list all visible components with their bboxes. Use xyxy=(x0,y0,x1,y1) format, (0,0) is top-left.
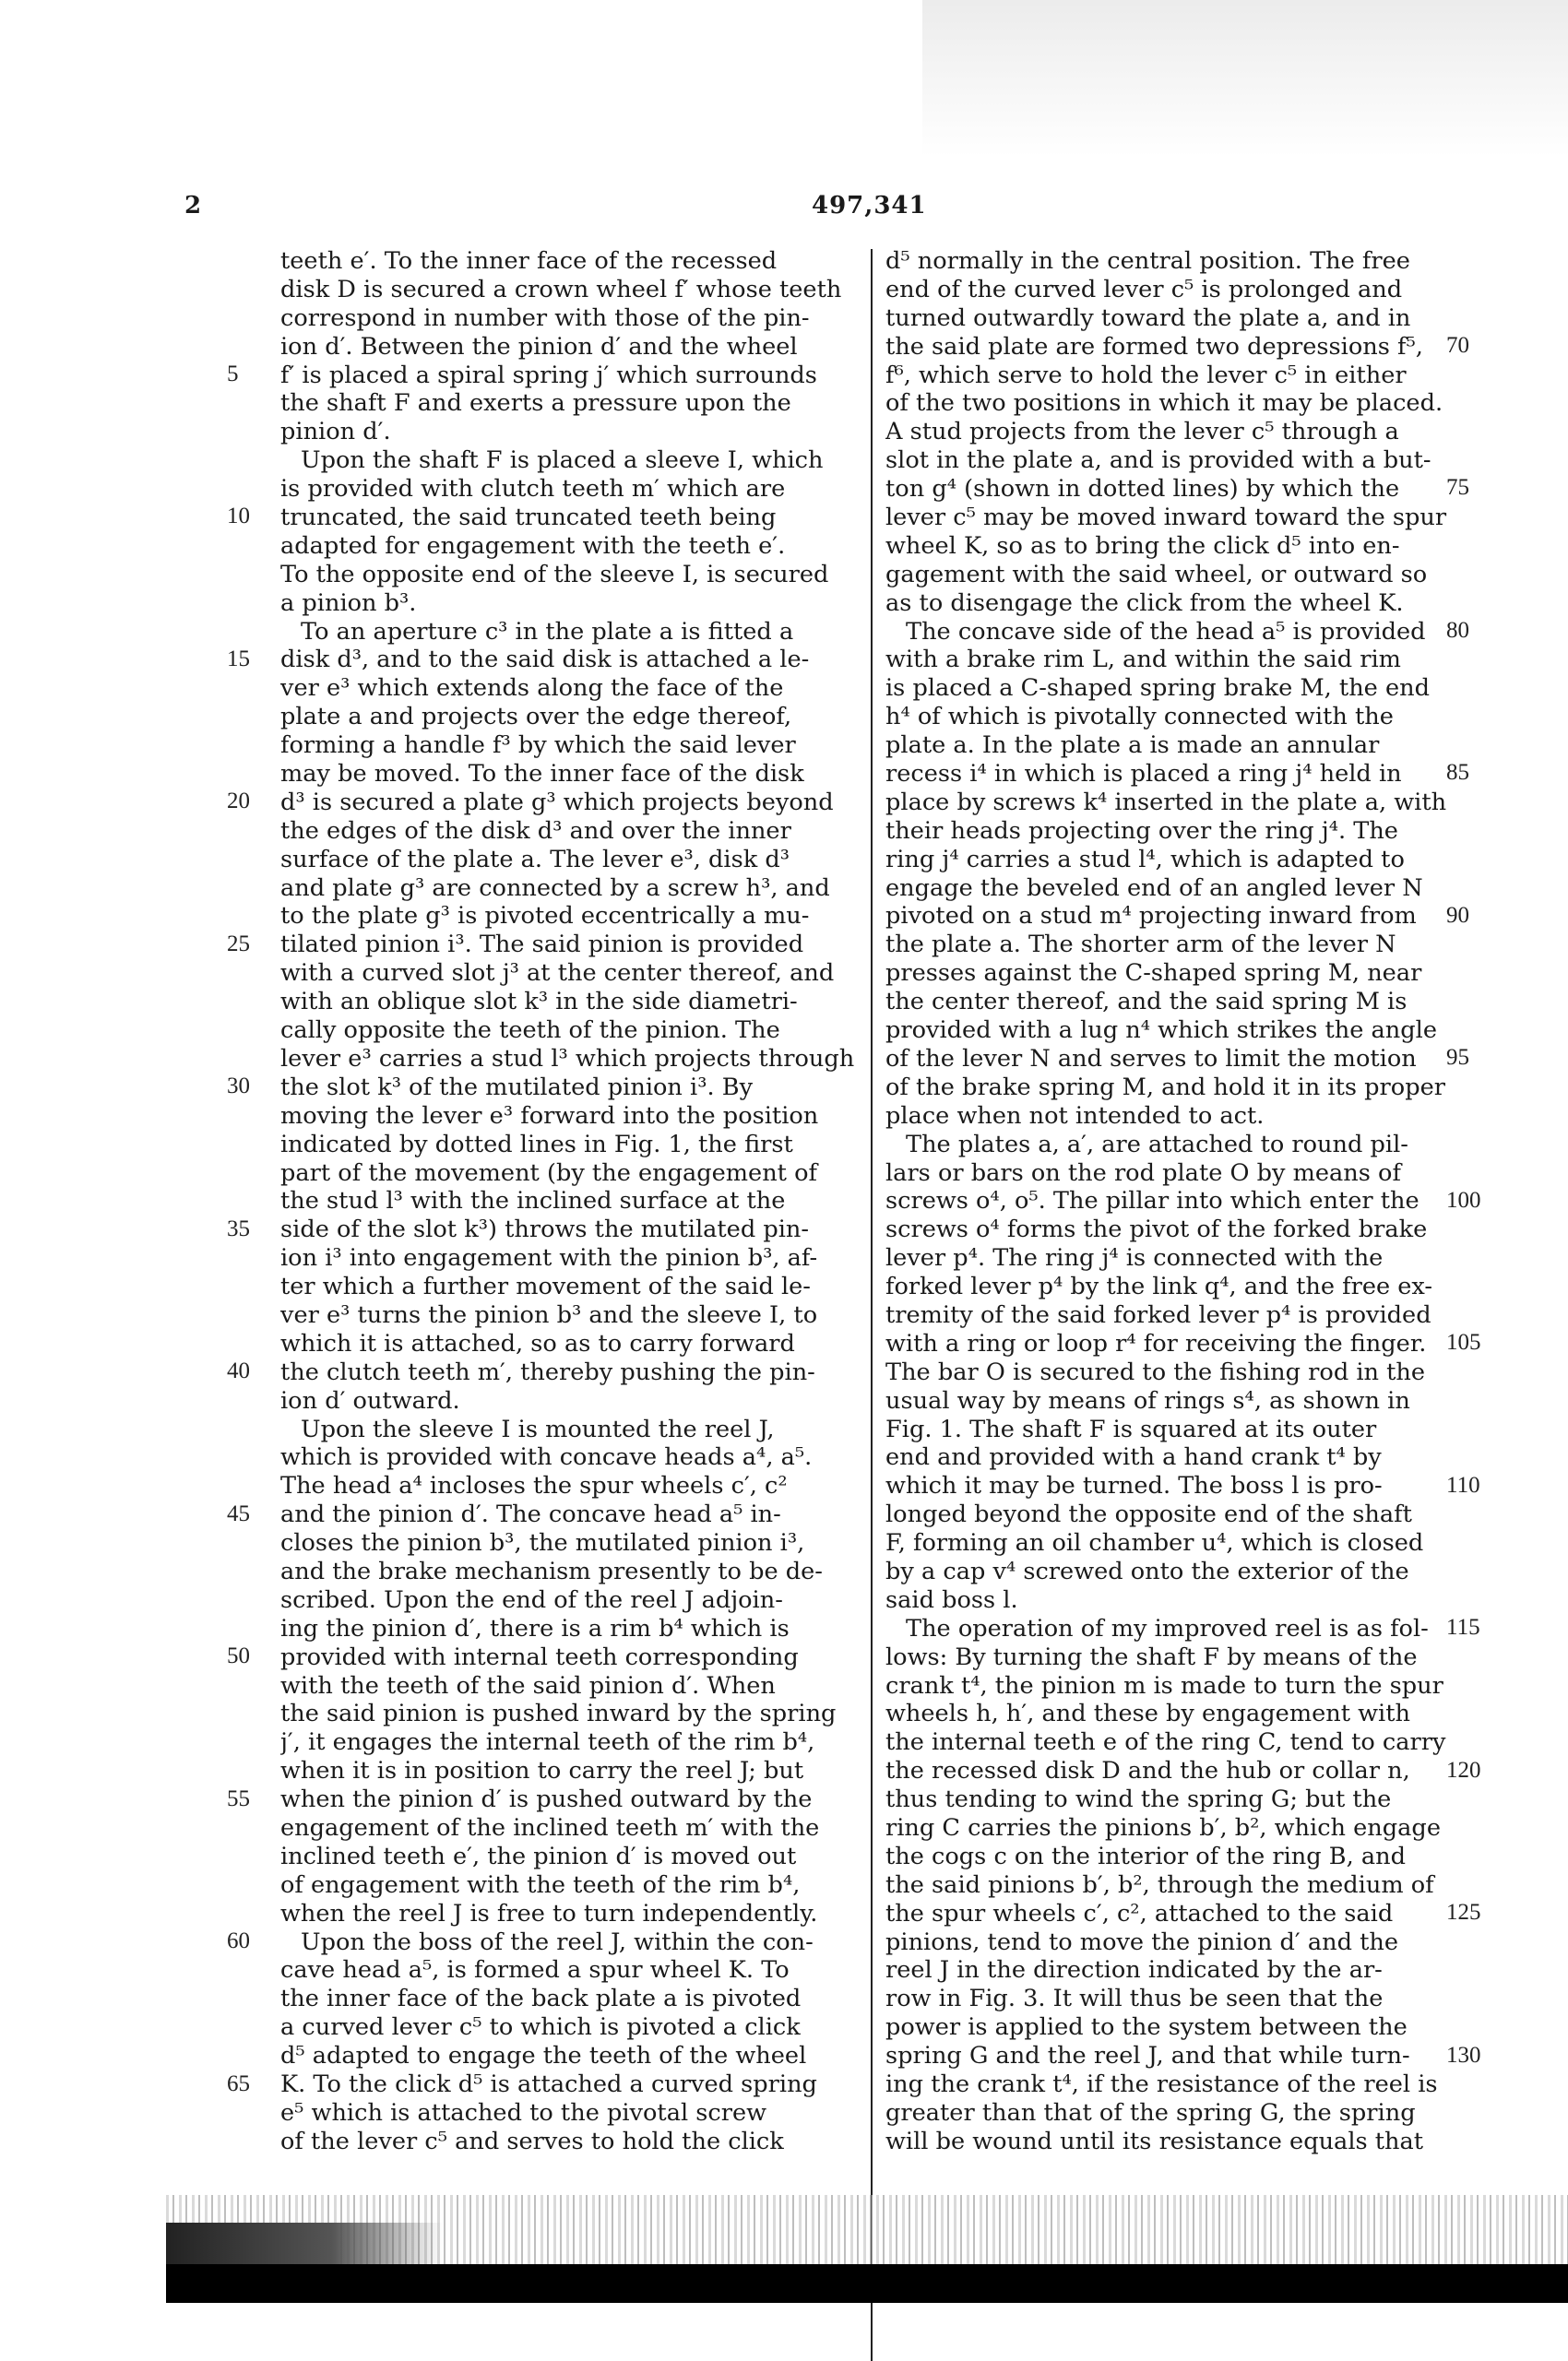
text-line: adapted for engagement with the teeth e′. xyxy=(280,531,786,560)
text-line: the inner face of the back plate a is pivoted xyxy=(280,1985,802,2013)
text-line: power is applied to the system between the xyxy=(885,2013,1408,2042)
line-number: 115 xyxy=(1446,1615,1480,1641)
text-line: d³ is secured a plate g³ which projects beyond xyxy=(280,788,834,816)
text-line: pinions, tend to move the pinion d′ and the xyxy=(885,1928,1399,1956)
line-number: 45 xyxy=(227,1501,250,1526)
text-line: A stud projects from the lever c⁵ through a xyxy=(885,418,1399,446)
text-line: the plate a. The shorter arm of the lever N xyxy=(885,931,1396,959)
line-number: 70 xyxy=(1446,332,1469,358)
text-line: the stud l³ with the inclined surface at the xyxy=(280,1187,786,1216)
text-line: j′, it engages the internal teeth of the rim b⁴, xyxy=(280,1728,815,1757)
text-line: ton g⁴ (shown in dotted lines) by which the xyxy=(885,475,1400,504)
line-number: 50 xyxy=(227,1643,250,1669)
text-line: and the brake mechanism presently to be de- xyxy=(280,1557,823,1585)
text-line: closes the pinion b³, the mutilated pinion i³, xyxy=(280,1529,805,1558)
text-line: thus tending to wind the spring G; but the xyxy=(885,1786,1392,1814)
text-line: moving the lever e³ forward into the position xyxy=(280,1101,819,1130)
text-line: is provided with clutch teeth m′ which are xyxy=(280,475,786,504)
text-line: of the lever N and serves to limit the motion xyxy=(885,1044,1417,1073)
text-line: part of the movement (by the engagement of xyxy=(280,1158,817,1187)
text-line: of engagement with the teeth of the rim b⁴, xyxy=(280,1870,801,1899)
text-line: The head a⁴ incloses the spur wheels c′, c² xyxy=(280,1472,788,1501)
text-line: slot in the plate a, and is provided with a but- xyxy=(885,446,1431,475)
line-number: 35 xyxy=(227,1216,250,1241)
text-line: provided with internal teeth corresponding xyxy=(280,1643,799,1671)
text-line: disk D is secured a crown wheel f′ whose teeth xyxy=(280,275,842,303)
line-number: 105 xyxy=(1446,1330,1481,1356)
text-line: engage the beveled end of an angled lever N xyxy=(885,873,1423,902)
text-line: ring C carries the pinions b′, b², which engage xyxy=(885,1813,1441,1842)
text-line: of the two positions in which it may be placed. xyxy=(885,389,1443,418)
text-line: The plates a, a′, are attached to round pil- xyxy=(906,1130,1408,1158)
text-line: ring j⁴ carries a stud l⁴, which is adapted to xyxy=(885,845,1405,873)
line-number: 30 xyxy=(227,1074,250,1099)
text-line: greater than that of the spring G, the spring xyxy=(885,2098,1416,2127)
text-line: The concave side of the head a⁵ is provided xyxy=(906,617,1426,646)
text-line: when the reel J is free to turn independently. xyxy=(280,1899,818,1928)
text-line: ing the crank t⁴, if the resistance of the reel is xyxy=(885,2070,1438,2098)
line-number: 75 xyxy=(1446,475,1469,501)
text-line: lever c⁵ may be moved inward toward the spur xyxy=(885,504,1447,532)
text-line: the cogs c on the interior of the ring B, and xyxy=(885,1842,1406,1870)
text-line: the shaft F and exerts a pressure upon the xyxy=(280,389,791,418)
text-line: with a curved slot j³ at the center thereof, and xyxy=(280,959,835,988)
text-line: the internal teeth e of the ring C, tend to carry xyxy=(885,1728,1446,1757)
text-line: will be wound until its resistance equals that xyxy=(885,2127,1424,2155)
line-number: 125 xyxy=(1446,1900,1481,1926)
line-number: 80 xyxy=(1446,617,1469,643)
text-line: F, forming an oil chamber u⁴, which is closed xyxy=(885,1529,1424,1558)
text-line: the said pinion is pushed inward by the spring xyxy=(280,1700,837,1728)
text-line: the edges of the disk d³ and over the inner xyxy=(280,816,791,845)
text-line: tremity of the said forked lever p⁴ is provided xyxy=(885,1300,1431,1329)
text-line: The operation of my improved reel is as fol- xyxy=(906,1614,1429,1643)
column-divider xyxy=(871,249,873,2361)
text-line: which is provided with concave heads a⁴, a⁵. xyxy=(280,1443,813,1472)
line-number: 15 xyxy=(227,646,250,671)
text-line: by a cap v⁴ screwed onto the exterior of the xyxy=(885,1557,1409,1585)
text-line: with an oblique slot k³ in the side diametri- xyxy=(280,988,798,1016)
text-line: To an aperture c³ in the plate a is fitted a xyxy=(301,617,794,646)
text-line: place when not intended to act. xyxy=(885,1101,1265,1130)
line-number: 55 xyxy=(227,1786,250,1811)
text-line: when the pinion d′ is pushed outward by the xyxy=(280,1786,813,1814)
text-line: ver e³ which extends along the face of the xyxy=(280,674,784,703)
line-number: 10 xyxy=(227,504,250,529)
text-line: The bar O is secured to the fishing rod in the xyxy=(885,1358,1426,1386)
text-line: forming a handle f³ by which the said lever xyxy=(280,731,796,760)
text-line: f⁶, which serve to hold the lever c⁵ in either xyxy=(885,361,1407,389)
text-line: usual way by means of rings s⁴, as shown in xyxy=(885,1386,1410,1415)
page-number: 2 xyxy=(184,192,202,219)
line-number: 110 xyxy=(1446,1472,1480,1498)
text-line: and the pinion d′. The concave head a⁵ in- xyxy=(280,1501,781,1529)
text-line: correspond in number with those of the pin- xyxy=(280,303,810,332)
text-line: row in Fig. 3. It will thus be seen that the xyxy=(885,1985,1384,2013)
text-line: said boss l. xyxy=(885,1585,1018,1614)
text-line: ver e³ turns the pinion b³ and the sleeve I, to xyxy=(280,1300,818,1329)
scan-artifact-dark xyxy=(166,2223,443,2269)
text-line: the slot k³ of the mutilated pinion i³. By xyxy=(280,1073,754,1101)
text-line: To the opposite end of the sleeve I, is secured xyxy=(280,560,829,588)
text-line: is placed a C-shaped spring brake M, the end xyxy=(885,674,1430,703)
text-line: d⁵ normally in the central position. The free xyxy=(885,247,1410,275)
text-line: lows: By turning the shaft F by means of the xyxy=(885,1643,1418,1671)
text-line: lars or bars on the rod plate O by means of xyxy=(885,1158,1401,1187)
line-number: 120 xyxy=(1446,1757,1481,1783)
scan-artifact-band xyxy=(166,2264,1568,2303)
text-line: pinion d′. xyxy=(280,418,391,446)
line-number: 90 xyxy=(1446,902,1469,928)
text-line: end and provided with a hand crank t⁴ by xyxy=(885,1443,1382,1472)
text-line: ion d′. Between the pinion d′ and the wheel xyxy=(280,332,798,361)
text-line: lever p⁴. The ring j⁴ is connected with the xyxy=(885,1244,1384,1273)
text-line: provided with a lug n⁴ which strikes the angle xyxy=(885,1016,1437,1045)
text-line: and plate g³ are connected by a screw h³, and xyxy=(280,873,830,902)
text-line: place by screws k⁴ inserted in the plate a, with xyxy=(885,788,1447,816)
text-line: the said plate are formed two depressions f⁵, xyxy=(885,332,1423,361)
line-number: 85 xyxy=(1446,760,1469,786)
text-line: Upon the shaft F is placed a sleeve I, which xyxy=(301,446,824,475)
text-line: a pinion b³. xyxy=(280,588,417,617)
text-line: surface of the plate a. The lever e³, disk d³ xyxy=(280,845,790,873)
text-line: crank t⁴, the pinion m is made to turn the spur xyxy=(885,1671,1443,1700)
text-line: when it is in position to carry the reel J; but xyxy=(280,1757,804,1786)
text-line: gagement with the said wheel, or outward so xyxy=(885,560,1428,588)
text-line: to the plate g³ is pivoted eccentrically a mu- xyxy=(280,902,810,931)
text-line: engagement of the inclined teeth m′ with the xyxy=(280,1813,820,1842)
text-line: Upon the boss of the reel J, within the con- xyxy=(301,1928,814,1956)
line-number: 95 xyxy=(1446,1045,1469,1071)
text-line: with a ring or loop r⁴ for receiving the finger. xyxy=(885,1329,1427,1358)
text-line: recess i⁴ in which is placed a ring j⁴ held in xyxy=(885,760,1402,789)
text-line: screws o⁴, o⁵. The pillar into which enter the xyxy=(885,1187,1420,1216)
text-line: the clutch teeth m′, thereby pushing the pin- xyxy=(280,1358,815,1386)
patent-number: 497,341 xyxy=(812,192,927,219)
text-line: reel J in the direction indicated by the ar- xyxy=(885,1956,1383,1985)
text-line: of the brake spring M, and hold it in its proper xyxy=(885,1073,1445,1101)
text-line: plate a. In the plate a is made an annular xyxy=(885,731,1380,760)
text-line: forked lever p⁴ by the link q⁴, and the free ex- xyxy=(885,1273,1433,1301)
left-text-column xyxy=(280,247,957,2156)
text-line: with the teeth of the said pinion d′. When xyxy=(280,1671,776,1700)
text-line: wheel K, so as to bring the click d⁵ into en- xyxy=(885,531,1400,560)
text-line: turned outwardly toward the plate a, and in xyxy=(885,303,1411,332)
text-line: end of the curved lever c⁵ is prolonged and xyxy=(885,275,1403,303)
line-number: 60 xyxy=(227,1928,250,1954)
text-line: d⁵ adapted to engage the teeth of the wheel xyxy=(280,2042,807,2070)
text-line: the said pinions b′, b², through the medium of xyxy=(885,1870,1434,1899)
text-line: Fig. 1. The shaft F is squared at its outer xyxy=(885,1415,1377,1443)
text-line: plate a and projects over the edge thereof, xyxy=(280,703,792,731)
text-line: the center thereof, and the said spring M is xyxy=(885,988,1408,1016)
text-line: ter which a further movement of the said le- xyxy=(280,1273,811,1301)
text-line: scribed. Upon the end of the reel J adjoin- xyxy=(280,1585,783,1614)
text-line: ing the pinion d′, there is a rim b⁴ which is xyxy=(280,1614,790,1643)
text-line: inclined teeth e′, the pinion d′ is moved out xyxy=(280,1842,797,1870)
line-number: 65 xyxy=(227,2070,250,2096)
text-line: K. To the click d⁵ is attached a curved spring xyxy=(280,2070,817,2098)
line-number: 100 xyxy=(1446,1187,1481,1213)
text-line: e⁵ which is attached to the pivotal screw xyxy=(280,2098,767,2127)
text-line: of the lever c⁵ and serves to hold the click xyxy=(280,2127,784,2155)
text-line: wheels h, h′, and these by engagement with xyxy=(885,1700,1411,1728)
text-line: h⁴ of which is pivotally connected with the xyxy=(885,703,1394,731)
text-line: pivoted on a stud m⁴ projecting inward from xyxy=(885,902,1417,931)
line-number: 25 xyxy=(227,931,250,956)
text-line: indicated by dotted lines in Fig. 1, the first xyxy=(280,1130,793,1158)
text-line: cally opposite the teeth of the pinion. The xyxy=(280,1016,780,1045)
text-line: with a brake rim L, and within the said rim xyxy=(885,646,1401,674)
text-line: may be moved. To the inner face of the disk xyxy=(280,760,804,789)
line-number: 20 xyxy=(227,789,250,814)
text-line: a curved lever c⁵ to which is pivoted a click xyxy=(280,2013,801,2042)
text-line: tilated pinion i³. The said pinion is provided xyxy=(280,931,804,959)
text-line: cave head a⁵, is formed a spur wheel K. To xyxy=(280,1956,790,1985)
text-line: side of the slot k³) throws the mutilated pin- xyxy=(280,1216,810,1244)
text-line: presses against the C-shaped spring M, near xyxy=(885,959,1422,988)
line-number: 130 xyxy=(1446,2042,1481,2068)
text-line: their heads projecting over the ring j⁴. The xyxy=(885,816,1398,845)
text-line: the spur wheels c′, c², attached to the said xyxy=(885,1899,1394,1928)
text-line: teeth e′. To the inner face of the recessed xyxy=(280,247,778,275)
text-line: disk d³, and to the said disk is attached a le- xyxy=(280,646,810,674)
text-line: screws o⁴ forms the pivot of the forked brake xyxy=(885,1216,1428,1244)
text-line: f′ is placed a spiral spring j′ which surrounds xyxy=(280,361,817,389)
text-line: as to disengage the click from the wheel K. xyxy=(885,588,1404,617)
text-line: ion i³ into engagement with the pinion b³, af- xyxy=(280,1244,818,1273)
text-line: spring G and the reel J, and that while turn- xyxy=(885,2042,1410,2070)
line-number: 40 xyxy=(227,1358,250,1384)
text-line: which it is attached, so as to carry forward xyxy=(280,1329,795,1358)
scan-noise-top xyxy=(922,0,1568,157)
line-number: 5 xyxy=(227,361,239,386)
text-line: which it may be turned. The boss l is pro- xyxy=(885,1472,1383,1501)
text-line: lever e³ carries a stud l³ which projects through xyxy=(280,1044,855,1073)
text-line: truncated, the said truncated teeth being xyxy=(280,504,777,532)
text-line: longed beyond the opposite end of the shaft xyxy=(885,1501,1412,1529)
text-line: the recessed disk D and the hub or collar n, xyxy=(885,1757,1410,1786)
text-line: Upon the sleeve I is mounted the reel J, xyxy=(301,1415,775,1443)
text-line: ion d′ outward. xyxy=(280,1386,460,1415)
